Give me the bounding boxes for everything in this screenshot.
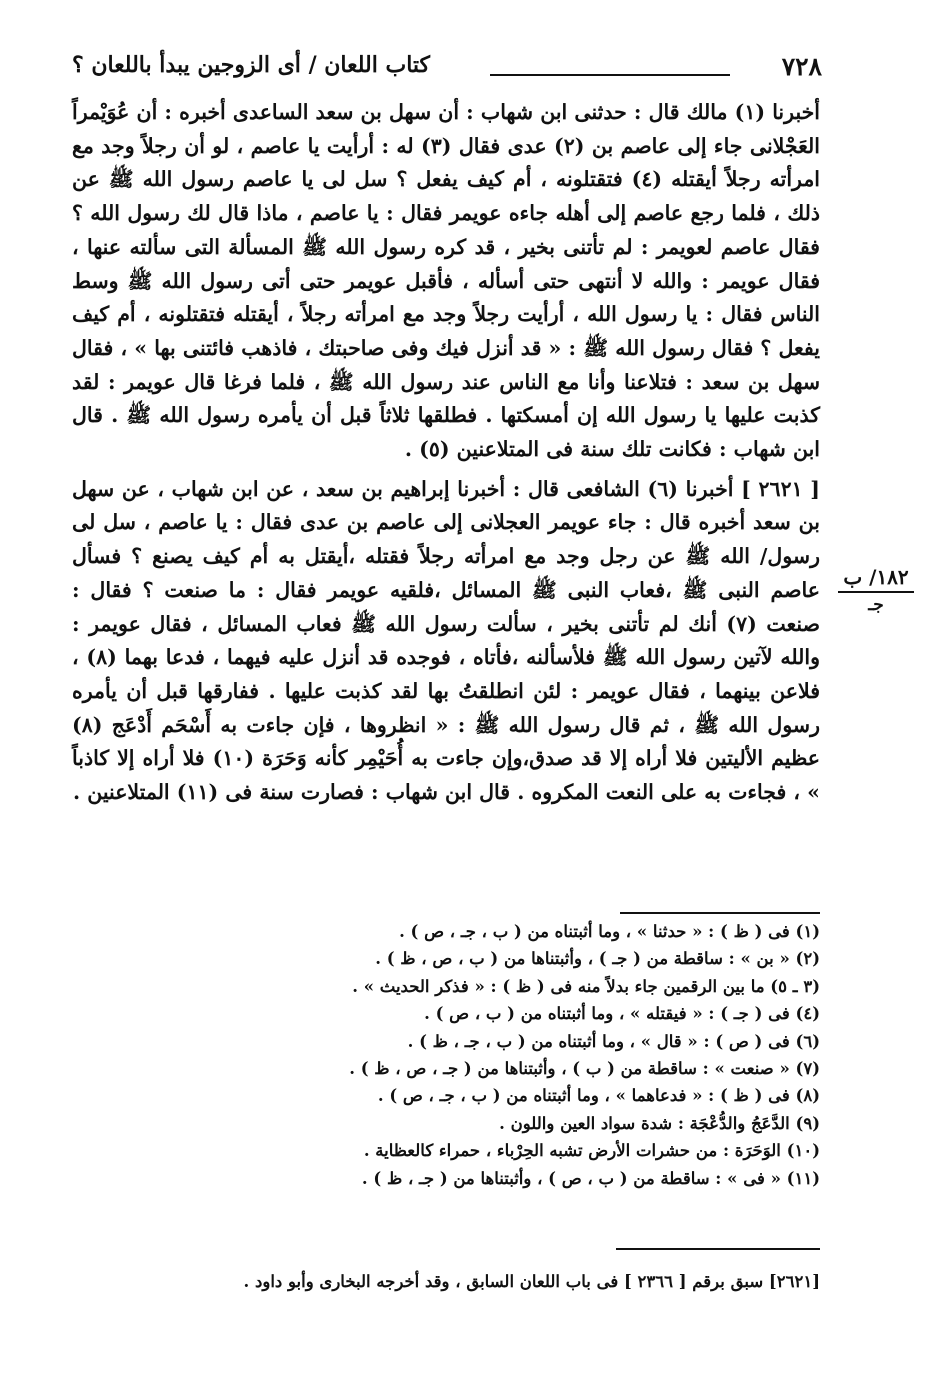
margin-rule: [838, 591, 914, 593]
takhrij-note: [٢٦٢١] سبق برقم [ ٢٣٦٦ ] فى باب اللعان السابق ، وقد أخرجه البخارى وأبو داود .: [243, 1272, 820, 1291]
footnote: (٣ ـ ٥) ما بين الرقمين جاء بدلاً منه فى ( ظ ) : « فذكر الحديث » .: [352, 976, 820, 996]
manuscript-margin-note: [838, 565, 914, 615]
hadith-paragraph-2: [ ٢٦٢١ ] أخبرنا (٦) الشافعى قال : أخبرنا إبراهيم بن سعد ، عن ابن شهاب ، عن سهل بن سعد أخبره قال : جاء عويمر العجلانى إلى عاصم بن عدى فقال : يا عاصم ، سل لى رسول/ الله ﷺ عن رجل وجد مع امرأته رجلاً فقتله ،أيقتل به أم كيف يصنع ؟ فسأل عاصم النبى ﷺ ،فعاب النبى ﷺ المسائل ،فلقيه عويمر فقال : ما صنعت ؟ فقال : صنعت (٧) أنك لم تأتنى بخير ، سألت رسول الله ﷺ فعاب المسائل ، فقال عويمر : والله لآتين رسول الله ﷺ فلأسألنه ،فأتاه ، فوجده قد أنزل عليه فيهما ، فدعا بهما (٨) ، فلاعن بينهما ، فقال عويمر : لئن انطلقتُ بها لقد كذبت عليها . ففارقها قبل أن يأمره رسول الله ﷺ ، ثم قال رسول الله ﷺ : « انظروها ، فإن جاءت به أَسْحَم أَدْعَج (٨) عظيم الأليتين فلا أراه إلا قد صدق،وإن جاءت به أُحَيْمِر كأنه وَحَرَة (١٠) فلا أراه إلا كاذباً » ، فجاءت به على النعت المكروه . قال ابن شهاب : فصارت سنة فى (١١) المتلاعنين .: [72, 476, 821, 805]
header-rule: [490, 74, 730, 76]
footnote: (٨) فى ( ظ ) : « فدعاهما » ، وما أثبتناه من ( ب ، جـ ، ص ) .: [377, 1086, 820, 1106]
footnotes-separator: [620, 912, 820, 914]
page-number: ٧٢٨: [781, 52, 822, 81]
main-text: [72, 96, 820, 810]
hadith-paragraph-1: أخبرنا (١) مالك قال : حدثنى ابن شهاب : أن سهل بن سعد الساعدى أخبره : أن عُوَيْمراً العَجْلانى جاء إلى عاصم بن (٢) عدى فقال (٣) له : أرأيت يا عاصم ، لو أن رجلاً وجد مع امرأته رجلاً أيقتله (٤) فتقتلونه ، أم كيف يفعل ؟ سل لى يا عاصم رسول الله ﷺ عن ذلك ، فلما رجع عاصم إلى أهله جاءه عويمر فقال : يا عاصم ، ماذا قال لك رسول الله ؟ فقال عاصم لعويمر : لم تأتنى بخير ، قد كره رسول الله ﷺ المسألة التى سألته عنها ، فقال عويمر : والله لا أنتهى حتى أسأله ، فأقبل عويمر حتى أتى رسول الله ﷺ وسط الناس فقال : يا رسول الله ، أرأيت رجلاً وجد مع امرأته رجلاً ، أيقتله فتقتلونه ، أم كيف يفعل ؟ فقال رسول الله ﷺ : « قد أنزل فيك وفى صاحبتك ، فاذهب فائتنى بها » ، فقال سهل بن سعد : فتلاعنا وأنا مع الناس عند رسول الله ﷺ ، فلما فرغا قال عويمر : لقد كذبت عليها يا رسول الله إن أمسكتها . فطلقها ثلاثاً قبل أن يأمره رسول الله ﷺ . قال ابن شهاب : فكانت تلك سنة فى المتلاعنين (٥) .: [72, 100, 821, 462]
footnote: (٧) « صنعت » : ساقطة من ( ب ) ، وأثبتناها من ( جـ ، ص ، ظ ) .: [349, 1059, 820, 1079]
footnote: (١١) « فى » : ساقطة من ( ب ، ص ) ، وأثبتناها من ( جـ ، ظ ) .: [361, 1168, 820, 1188]
takhrij-separator: [616, 1248, 820, 1250]
footnote: (٤) فى ( جـ ) : « فيقتله » ، وما أثبتناه من ( ب ، ص ) .: [424, 1004, 820, 1024]
footnotes: [120, 918, 820, 1192]
margin-folio-reference: ١٨٢/ ب: [843, 565, 909, 589]
footnote: (٩) الدَّعَجُ والدُّعْجَة : شدة سواد العين واللون .: [499, 1113, 820, 1133]
footnote: (١٠) الوَحَرَة : من حشرات الأرض تشبه الحِرْباء ، حمراء كالعظاية .: [363, 1141, 820, 1161]
page-header: [72, 48, 822, 88]
footnote: (١) فى ( ظ ) : « حدثنا » ، وما أثبتناه من ( ب ، جـ ، ص ) .: [399, 922, 820, 941]
footnote: (٢) « بن » : ساقطة من ( جـ ) ، وأثبتناها من ( ب ، ص ، ظ ) .: [375, 949, 820, 969]
footnote: (٦) فى ( ص ) : « قال » ، وما أثبتناه من ( ب ، جـ ، ظ ) .: [407, 1031, 820, 1051]
margin-manuscript-siglum: جـ: [868, 595, 884, 615]
running-title: كتاب اللعان / أى الزوجين يبدأ باللعان ؟: [72, 52, 431, 78]
